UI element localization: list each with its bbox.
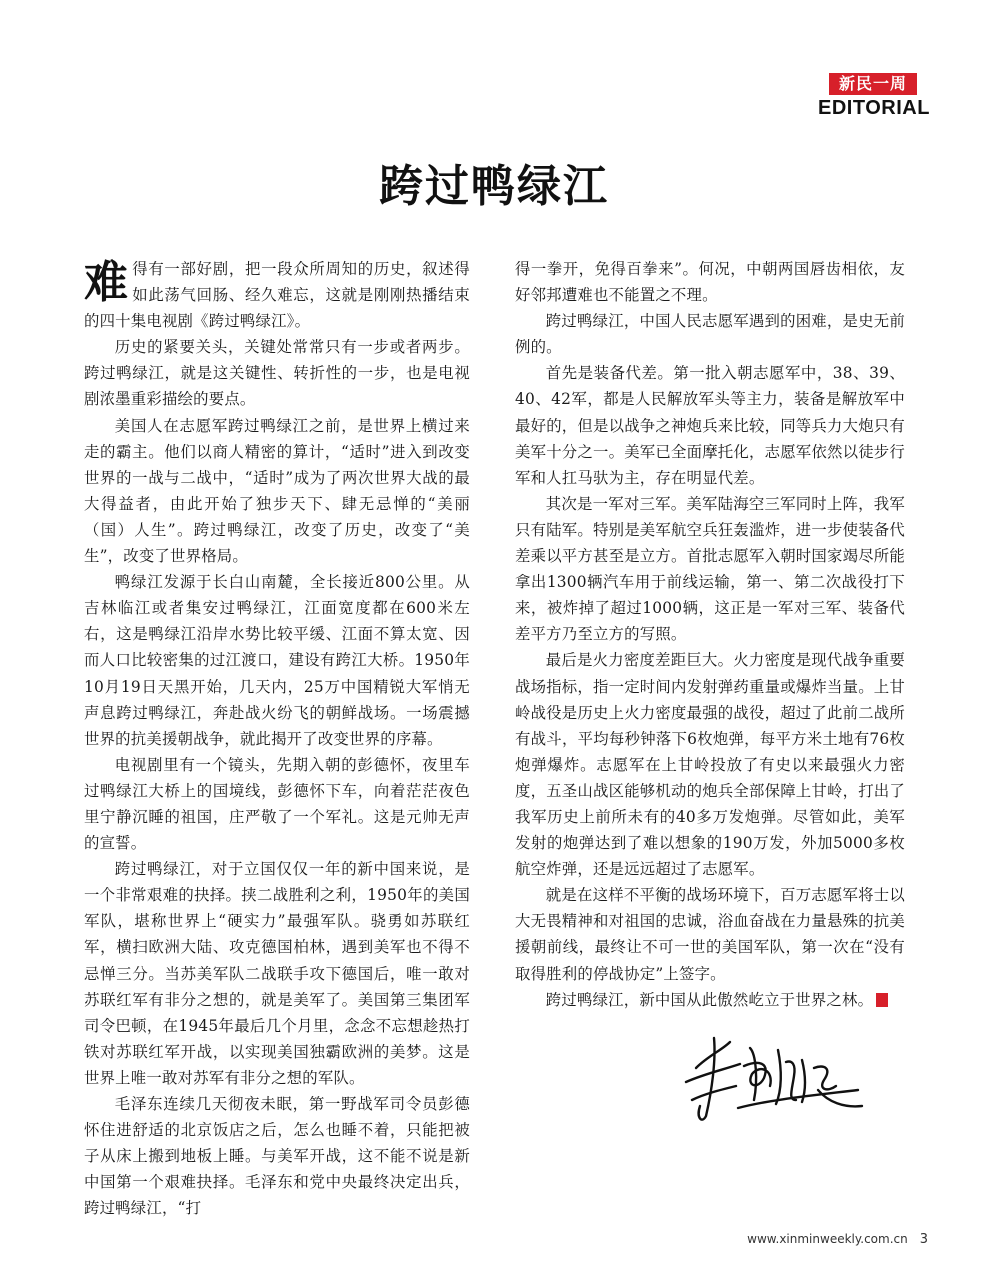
- end-mark-icon: [876, 993, 888, 1007]
- article-column-right: [515, 256, 905, 1013]
- masthead: [818, 73, 928, 120]
- closing-paragraph: [515, 987, 905, 1013]
- signature: [678, 1020, 868, 1130]
- paragraph: 首先是装备代差。第一批入朝志愿军中，38、39、40、42军，都是人民解放军头等主力，装备是解放军中最好的，但是以战争之神炮兵来比较，同等兵力大炮只有美军十分之一。美军已全面摩托化，志愿军依然以徒步行军和人扛马驮为主，存在明显代差。: [515, 364, 905, 487]
- paragraph: 美国人在志愿军跨过鸭绿江之前，是世界上横过来走的霸主。他们以商人精密的算计，“适时”进入到改变世界的一战与二战中，“适时”成为了两次世界大战的最大得益者，由此开始了独步天下、肆无忌惮的“美丽（国）人生”。跨过鸭绿江，改变了历史，改变了“美生”，改变了世界格局。: [84, 416, 470, 566]
- paragraph: 历史的紧要关头，关键处常常只有一步或者两步。跨过鸭绿江，就是这关键性、转折性的一步，也是电视剧浓墨重彩描绘的要点。: [84, 338, 470, 409]
- website-url: www.xinminweekly.com.cn: [747, 1232, 908, 1246]
- page-footer: [747, 1232, 928, 1247]
- brand-badge: 新民一周: [829, 73, 917, 95]
- paragraph: 鸭绿江发源于长白山南麓，全长接近800公里。从吉林临江或者集安过鸭绿江，江面宽度都在600米左右，这是鸭绿江沿岸水势比较平缓、江面不算太宽、因而人口比较密集的过江渡口，建设有跨江大桥。1950年10月19日天黑开始，几天内，25万中国精锐大军悄无声息跨过鸭绿江，奔赴战火纷飞的朝鲜战场。一场震撼世界的抗美援朝战争，就此揭开了改变世界的序幕。: [84, 573, 470, 748]
- paragraph: 毛泽东连续几天彻夜未眠，第一野战军司令员彭德怀住进舒适的北京饭店之后，怎么也睡不着，只能把被子从床上搬到地板上睡。与美军开战，这不能不说是新中国第一个艰难抉择。毛泽东和党中央最终决定出兵，跨过鸭绿江，“打: [84, 1095, 470, 1218]
- drop-cap: 难: [84, 257, 129, 308]
- paragraph: 就是在这样不平衡的战场环境下，百万志愿军将士以大无畏精神和对祖国的忠诚，浴血奋战在力量悬殊的抗美援朝前线，最终让不可一世的美国军队，第一次在“没有取得胜利的停战协定”上签字。: [515, 886, 905, 983]
- paragraph-text: 跨过鸭绿江，新中国从此傲然屹立于世界之林。: [545, 990, 874, 1009]
- paragraph: 电视剧里有一个镜头，先期入朝的彭德怀，夜里车过鸭绿江大桥上的国境线，彭德怀下车，向着茫茫夜色里宁静沉睡的祖国，庄严敬了一个军礼。这是元帅无声的宣誓。: [84, 755, 470, 853]
- paragraph: 最后是火力密度差距巨大。火力密度是现代战争重要战场指标，指一定时间内发射弹药重量或爆炸当量。上甘岭战役是历史上火力密度最强的战役，超过了此前二战所有战斗，平均每秒钟落下6枚炮弹，每平方米土地有76枚炮弹爆炸。志愿军在上甘岭投放了有史以来最强火力密度，五圣山战区能够机动的炮兵全部保障上甘岭，打出了我军历史上前所未有的40多万发炮弹。尽管如此，美军发射的炮弹达到了难以想象的190万发，外加5000多枚航空炸弹，还是远远超过了志愿军。: [515, 651, 905, 879]
- paragraph-continued: 得一拳开，免得百拳来”。何况，中朝两国唇齿相依，友好邻邦遭难也不能置之不理。: [515, 260, 905, 305]
- article-title: 跨过鸭绿江: [379, 161, 609, 212]
- paragraph: 跨过鸭绿江，对于立国仅仅一年的新中国来说，是一个非常艰难的抉择。挟二战胜利之利，1950年的美国军队，堪称世界上“硬实力”最强军队。骁勇如苏联红军，横扫欧洲大陆、攻克德国柏林，遇到美军也不得不忌惮三分。当苏美军队二战联手攻下德国后，唯一敢对苏联红军有非分之想的，就是美军了。美国第三集团军司令巴顿，在1945年最后几个月里，念念不忘想趁热打铁对苏联红军开战，以实现美国独霸欧洲的美梦。这是世界上唯一敢对苏军有非分之想的军队。: [84, 860, 470, 1087]
- paragraph-text: 得有一部好剧，把一段众所周知的历史，叙述得如此荡气回肠、经久难忘，这就是刚刚热播结束的四十集电视剧《跨过鸭绿江》。: [84, 260, 470, 331]
- section-label: EDITORIAL: [818, 97, 930, 119]
- lead-paragraph: [84, 256, 470, 334]
- paragraph: 跨过鸭绿江，中国人民志愿军遇到的困难，是史无前例的。: [515, 312, 905, 357]
- article-column-left: [84, 256, 470, 1221]
- paragraph: 其次是一军对三军。美军陆海空三军同时上阵，我军只有陆军。特别是美军航空兵狂轰滥炸，进一步使装备代差乘以平方甚至是立方。首批志愿军入朝时国家竭尽所能拿出1300辆汽车用于前线运输，第一、第二次战役打下来，被炸掉了超过1000辆，这正是一军对三军、装备代差平方乃至立方的写照。: [515, 494, 905, 644]
- page-number: 3: [919, 1232, 928, 1247]
